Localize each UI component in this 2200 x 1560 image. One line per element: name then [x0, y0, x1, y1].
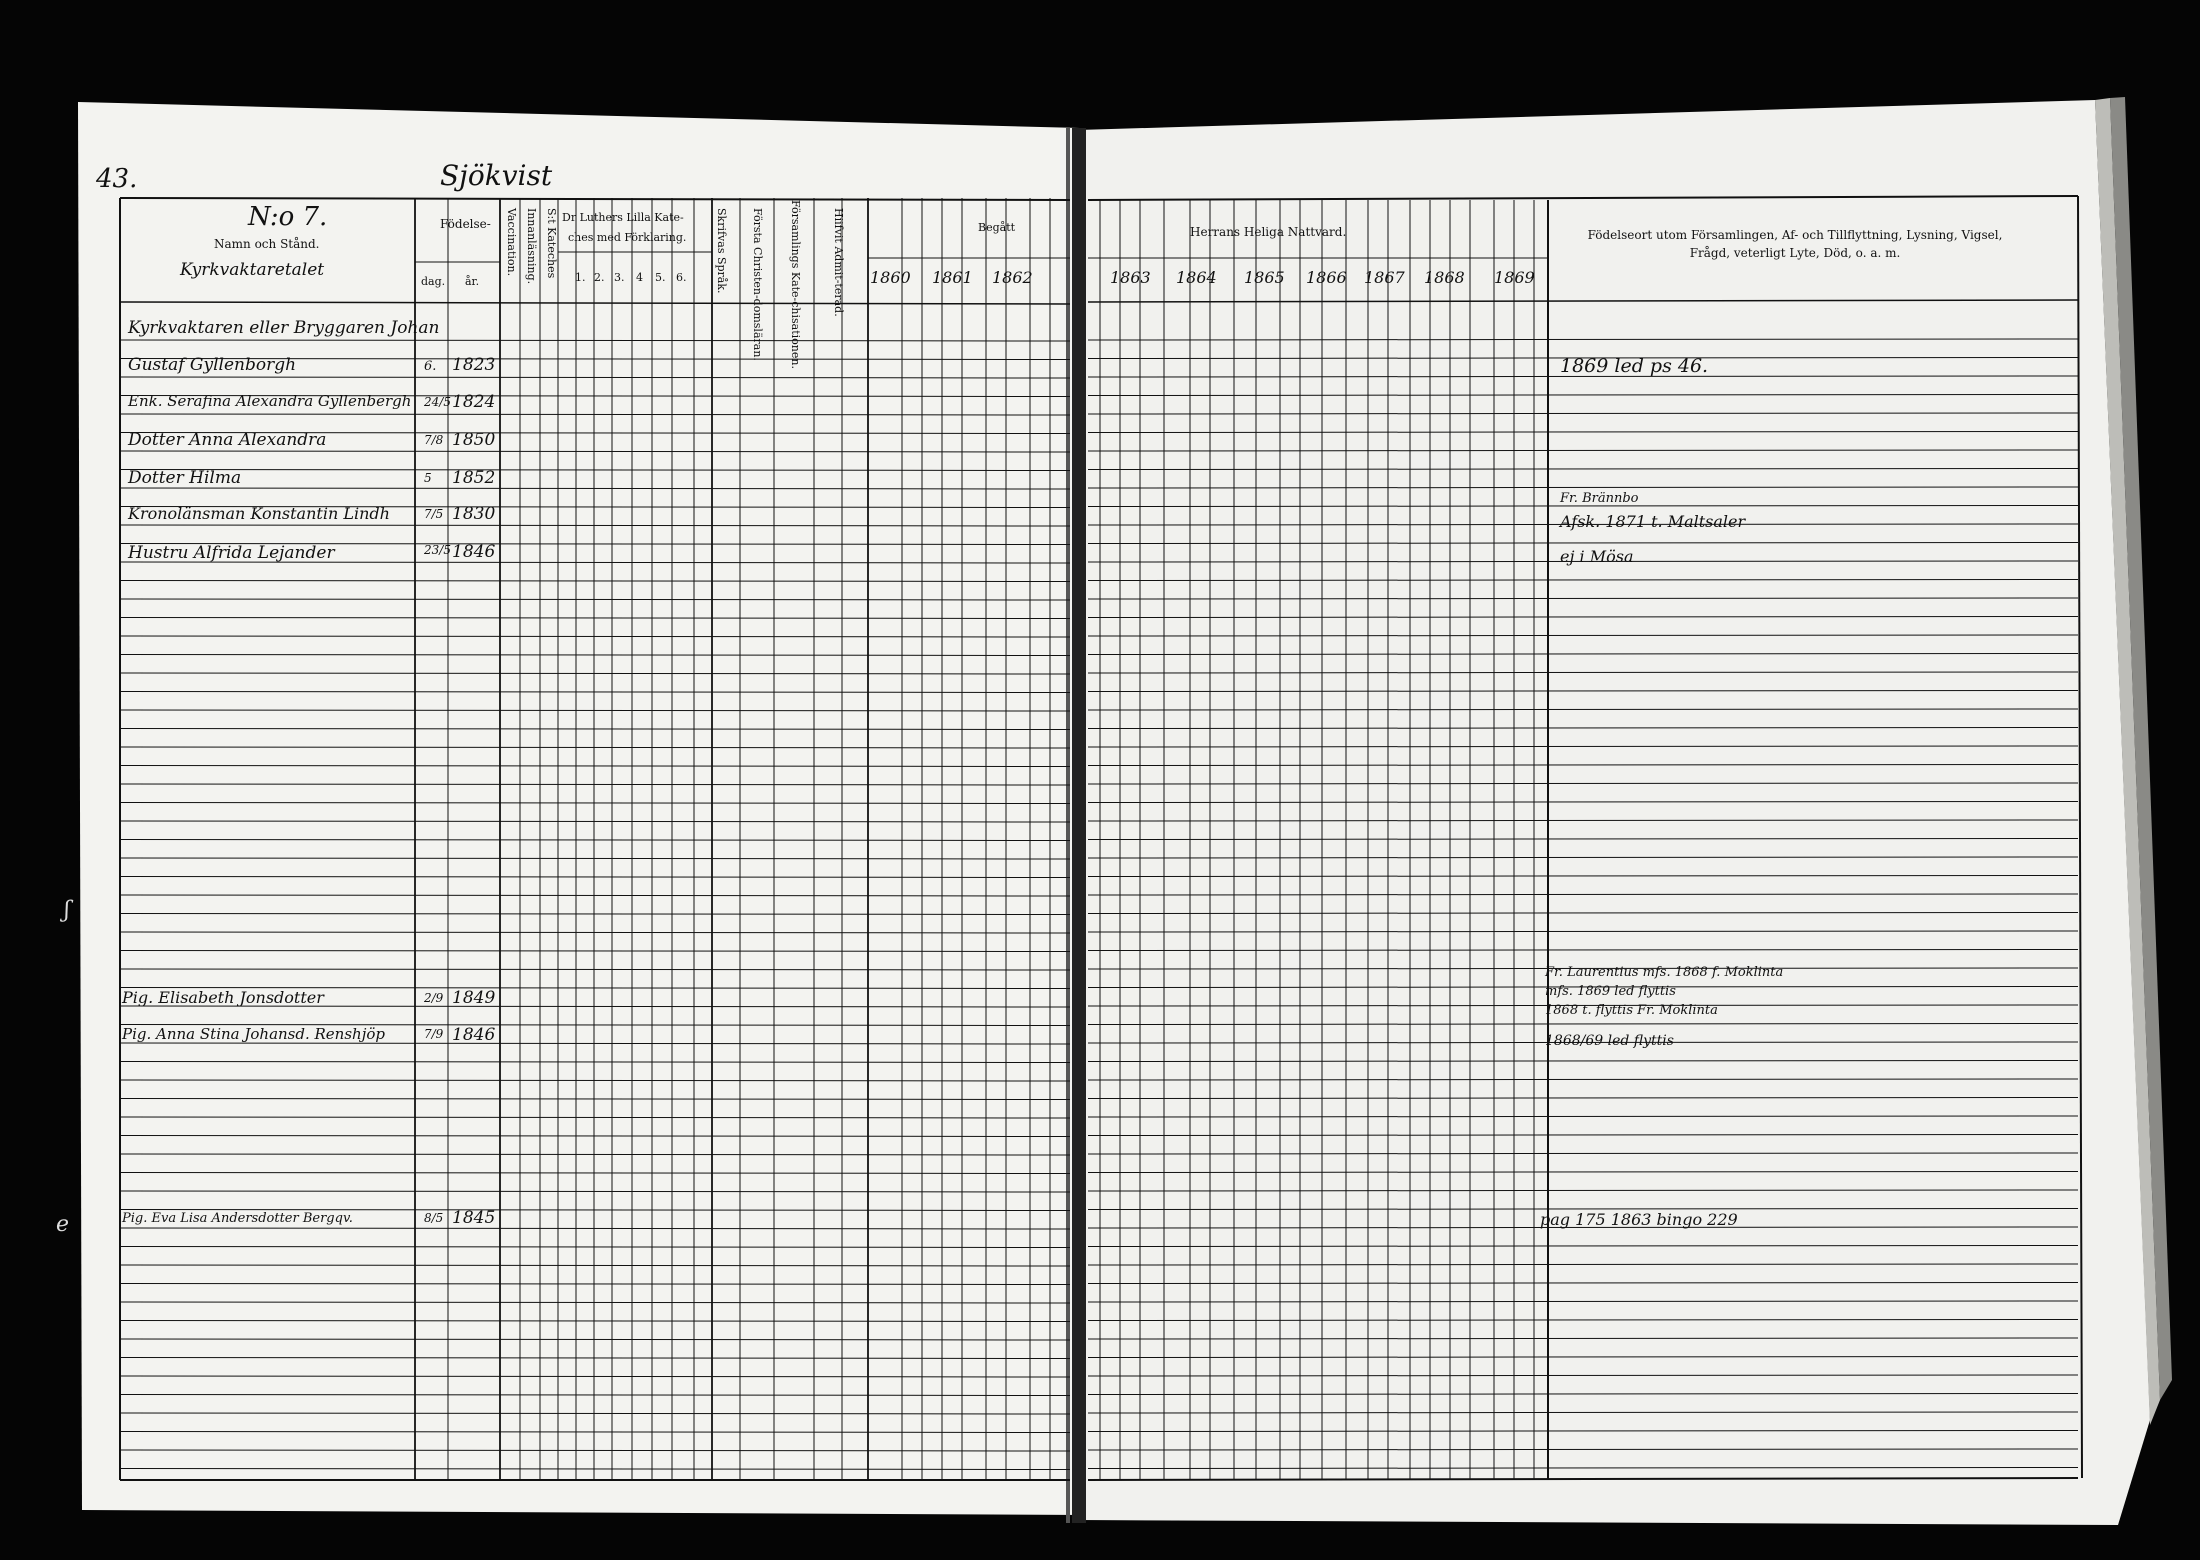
entry-name: Hustru Alfrida Lejander: [128, 543, 335, 563]
header-begatt: Begått: [978, 221, 1016, 234]
luther-col-6: 6.: [676, 271, 687, 284]
entry-year: 1845: [452, 1208, 496, 1228]
header-writing: Skrifvas Språk.: [715, 208, 728, 294]
entry-year: 1846: [452, 542, 496, 562]
header-luther: Dr Luthers Lilla Kate-: [562, 211, 684, 224]
entry-year: 1849: [452, 988, 496, 1008]
year-1863: 1863: [1110, 268, 1151, 287]
parish-name: Sjökvist: [440, 159, 553, 192]
header-year: år.: [465, 275, 480, 288]
entry-year: 1852: [452, 468, 496, 488]
header-herrans: Herrans Heliga Nattvard.: [1190, 225, 1347, 239]
header-remarks: Födelseort utom Församlingen, Af- och Tillflyttning, Lysning, Vigsel, Frågd, veterligt Lyte, Död, o. a. m.: [1587, 228, 2003, 260]
entry-day: 7/8: [424, 433, 444, 447]
entry-note: pag 175 1863 bingo 229: [1540, 1210, 1738, 1229]
year-1861: 1861: [932, 268, 973, 287]
margin-mark: e: [56, 1212, 70, 1237]
header-subtitle: Kyrkvaktaretalet: [180, 260, 325, 280]
entry-name: Pig. Anna Stina Johansd. Renshjöp: [122, 1025, 385, 1043]
entry-name: Kronolänsman Konstantin Lindh: [128, 504, 390, 523]
entry-year: 1824: [452, 392, 496, 412]
entry-year: 1846: [452, 1025, 496, 1045]
entry-name: Gustaf Gyllenborgh: [128, 355, 297, 375]
header-christianity: Första Christen-domsläran.: [751, 208, 764, 361]
header-vaccination: Vaccination.: [505, 208, 518, 277]
entry-note: 1868/69 led flyttis: [1545, 1033, 1674, 1049]
entry-name: Dotter Anna Alexandra: [128, 430, 327, 450]
entry-note: Afsk. 1871 t. Maltsaler: [1560, 512, 1746, 531]
year-1865: 1865: [1244, 268, 1285, 287]
page-number: 43.: [96, 164, 138, 194]
year-1868: 1868: [1424, 268, 1465, 287]
header-luther-2: ches med Förklaring.: [568, 231, 687, 244]
right-page: [1078, 100, 2150, 1525]
entry-name: Dotter Hilma: [128, 468, 242, 488]
entry-day: 5: [424, 471, 432, 485]
year-1866: 1866: [1306, 268, 1347, 287]
entry-note: mfs. 1869 led flyttis: [1545, 984, 1676, 999]
entry-note: Fr. Brännbo: [1560, 491, 1639, 506]
luther-col-2: 2.: [594, 271, 605, 284]
entry-day: 2/9: [424, 991, 444, 1005]
entry-day: 7/9: [424, 1027, 444, 1041]
header-confirmation: Församlings Kate-chisationen.: [789, 200, 802, 369]
margin-mark: ʃ: [64, 898, 70, 923]
year-1864: 1864: [1176, 268, 1217, 287]
entry-name: Pig. Eva Lisa Andersdotter Bergqv.: [122, 1211, 353, 1226]
entry-day: 8/5: [424, 1211, 444, 1225]
entry-note: ej i Mösa: [1560, 547, 1634, 566]
luther-col-5: 5.: [655, 271, 666, 284]
entry-year: 1823: [452, 355, 496, 375]
entry-note: Fr. Laurentius mfs. 1868 f. Moklinta: [1545, 965, 1784, 980]
entry-year: 1830: [452, 504, 496, 524]
header-innantill: Innanläsning.: [525, 208, 538, 285]
entry-year: 1850: [452, 430, 496, 450]
entry-day: 6.: [424, 359, 437, 374]
entry-note: 1868 t. flyttis Fr. Moklinta: [1545, 1003, 1718, 1018]
household-number: N:o 7.: [248, 202, 328, 232]
year-1869: 1869: [1494, 268, 1535, 287]
header-birth: Födelse-: [440, 217, 491, 231]
year-1867: 1867: [1364, 268, 1405, 287]
luther-col-1: 1.: [575, 271, 586, 284]
year-1860: 1860: [870, 268, 911, 287]
header-catechism-small: S:t Kateches: [545, 208, 558, 279]
header-name: Namn och Stånd.: [214, 237, 320, 251]
entry-day: 24/5: [424, 395, 451, 409]
entry-name: Kyrkvaktaren eller Bryggaren Johan: [128, 318, 440, 338]
entry-day: 23/5: [424, 543, 451, 557]
entry-name: Pig. Elisabeth Jonsdotter: [122, 988, 324, 1007]
entry-note: 1869 led ps 46.: [1560, 355, 1709, 377]
header-admitted: Hiifvit Admit-terad.: [832, 208, 845, 317]
entry-name: Enk. Serafina Alexandra Gyllenbergh: [128, 392, 412, 410]
luther-col-4: 4: [636, 271, 643, 284]
entry-day: 7/5: [424, 507, 444, 521]
year-1862: 1862: [992, 268, 1033, 287]
luther-col-3: 3.: [614, 271, 625, 284]
header-day: dag.: [421, 275, 446, 288]
